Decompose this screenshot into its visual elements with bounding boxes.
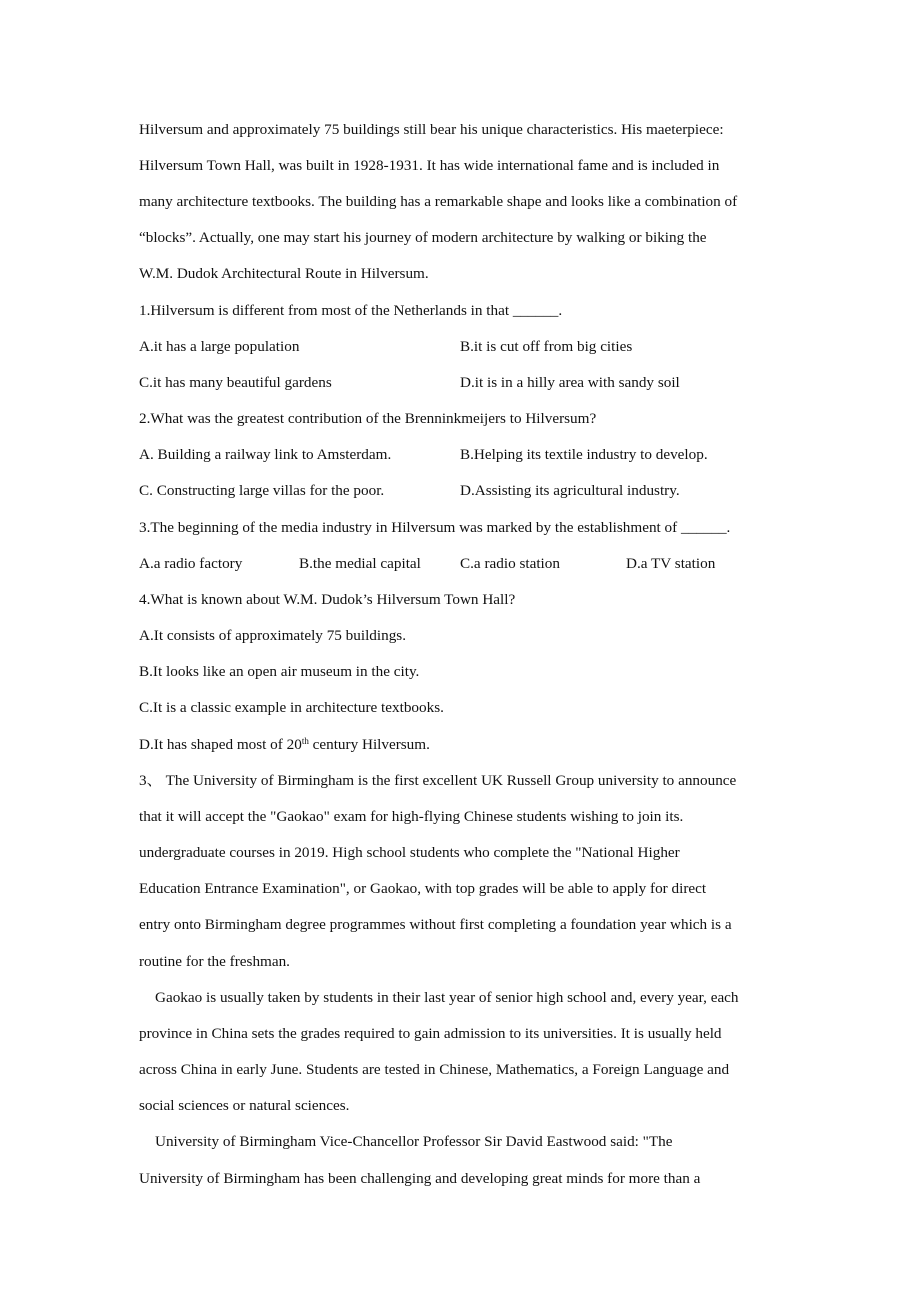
question-2-option-d: D.Assisting its agricultural industry. bbox=[460, 482, 680, 499]
option-text: D.It has shaped most of 20 bbox=[139, 736, 302, 753]
question-2-option-a: A. Building a railway link to Amsterdam. bbox=[139, 446, 392, 463]
question-4-option-d bbox=[139, 735, 430, 755]
question-3-option-c: C.a radio station bbox=[460, 555, 560, 572]
passage-3-line: social sciences or natural sciences. bbox=[139, 1097, 350, 1114]
question-2-option-b: B.Helping its textile industry to develop. bbox=[460, 446, 708, 463]
question-3-stem: 3.The beginning of the media industry in Hilversum was marked by the establishment of ______. bbox=[139, 519, 731, 536]
passage-3-line: undergraduate courses in 2019. High school students who complete the "National Higher bbox=[139, 844, 680, 861]
passage-3-line: across China in early June. Students are tested in Chinese, Mathematics, a Foreign Language and bbox=[139, 1061, 730, 1078]
passage-3-line: province in China sets the grades required to gain admission to its universities. It is usually held bbox=[139, 1025, 722, 1042]
question-4-option-a: A.It consists of approximately 75 buildings. bbox=[139, 627, 407, 644]
passage-3-line: University of Birmingham Vice-Chancellor Professor Sir David Eastwood said: "The bbox=[155, 1133, 673, 1150]
passage-line: many architecture textbooks. The building has a remarkable shape and looks like a combination of bbox=[139, 193, 738, 210]
passage-3-line: University of Birmingham has been challenging and developing great minds for more than a bbox=[139, 1170, 701, 1187]
passage-3-line: entry onto Birmingham degree programmes without first completing a foundation year which is a bbox=[139, 916, 732, 933]
question-1-option-d: D.it is in a hilly area with sandy soil bbox=[460, 374, 680, 391]
question-2-option-c: C. Constructing large villas for the poor. bbox=[139, 482, 385, 499]
option-text: century Hilversum. bbox=[308, 736, 430, 753]
question-3-option-a: A.a radio factory bbox=[139, 555, 243, 572]
passage-line: Hilversum Town Hall, was built in 1928-1931. It has wide international fame and is included in bbox=[139, 157, 720, 174]
question-1-stem: 1.Hilversum is different from most of the Netherlands in that ______. bbox=[139, 302, 563, 319]
passage-line: W.M. Dudok Architectural Route in Hilversum. bbox=[139, 265, 429, 282]
passage-3-line: that it will accept the "Gaokao" exam for high-flying Chinese students wishing to join its. bbox=[139, 808, 684, 825]
question-1-option-c: C.it has many beautiful gardens bbox=[139, 374, 332, 391]
passage-line: Hilversum and approximately 75 buildings still bear his unique characteristics. His maeterpiece: bbox=[139, 121, 724, 138]
passage-3-line: 3、 The University of Birmingham is the first excellent UK Russell Group university to announce bbox=[139, 772, 737, 789]
question-4-stem: 4.What is known about W.M. Dudok’s Hilversum Town Hall? bbox=[139, 591, 516, 608]
question-4-option-b: B.It looks like an open air museum in the city. bbox=[139, 663, 420, 680]
question-4-option-c: C.It is a classic example in architecture textbooks. bbox=[139, 699, 444, 716]
passage-3-line: Education Entrance Examination", or Gaokao, with top grades will be able to apply for direct bbox=[139, 880, 707, 897]
passage-3-line: Gaokao is usually taken by students in their last year of senior high school and, every year, each bbox=[155, 989, 739, 1006]
ordinal-suffix: th bbox=[301, 736, 309, 746]
passage-line: “blocks”. Actually, one may start his journey of modern architecture by walking or biking the bbox=[139, 229, 707, 246]
question-2-stem: 2.What was the greatest contribution of the Brenninkmeijers to Hilversum? bbox=[139, 410, 597, 427]
passage-3-line: routine for the freshman. bbox=[139, 953, 290, 970]
question-3-option-b: B.the medial capital bbox=[299, 555, 421, 572]
question-1-option-a: A.it has a large population bbox=[139, 338, 300, 355]
question-3-option-d: D.a TV station bbox=[626, 555, 716, 572]
question-1-option-b: B.it is cut off from big cities bbox=[460, 338, 633, 355]
